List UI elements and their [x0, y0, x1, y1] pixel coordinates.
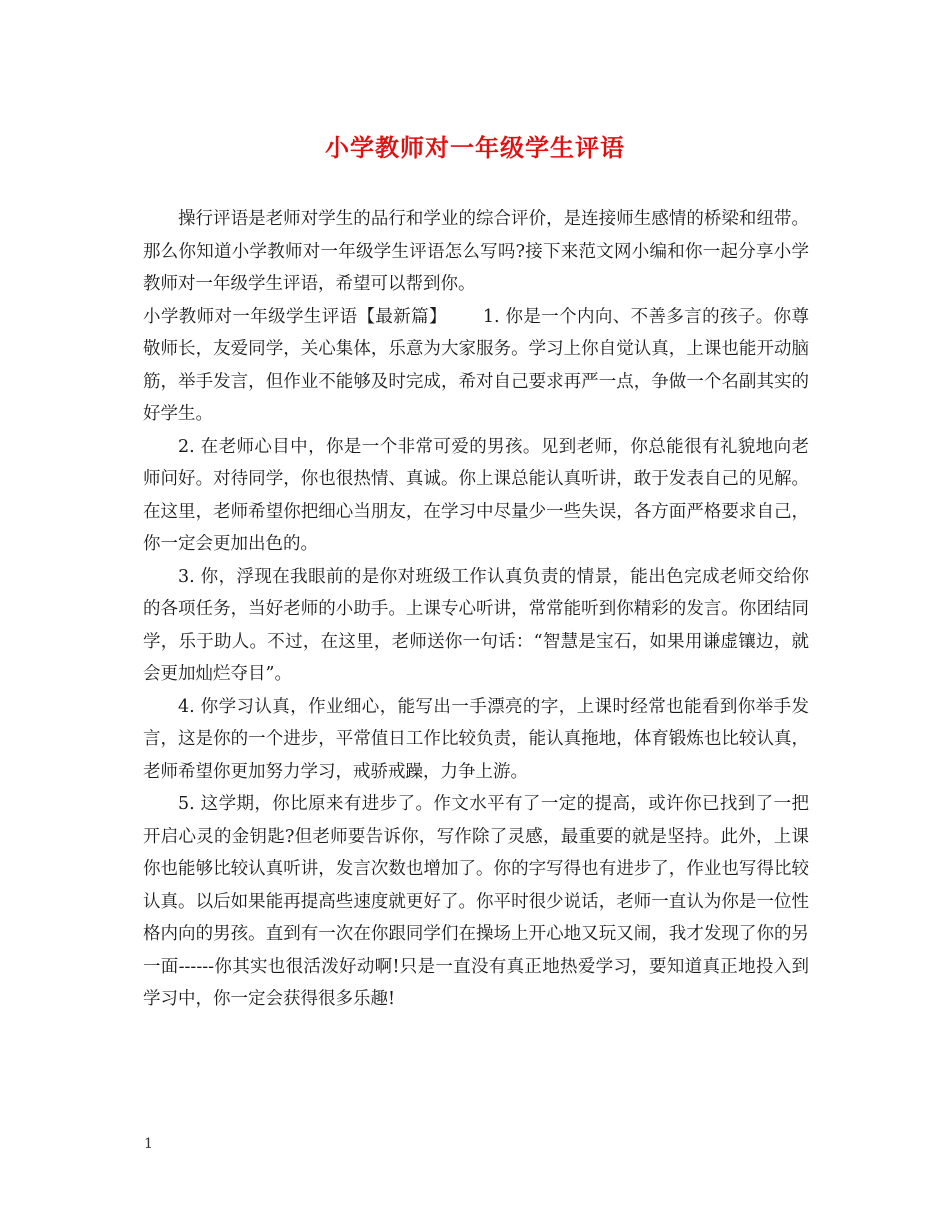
page-number: 1: [144, 1136, 153, 1152]
intro-paragraph: 操行评语是老师对学生的品行和学业的综合评价，是连接师生感情的桥梁和纽带。那么你知道小学教师对一年级学生评语怎么写吗?接下来范文网小编和你一起分享小学教师对一年级学生评语，希望可以帮到你。: [143, 209, 809, 294]
comment-item-1: 1. 你是一个内向、不善多言的孩子。你尊敬师长，友爱同学，关心集体，乐意为大家服务。学习上你自觉认真，上课也能开动脑筋，举手发言，但作业不能够及时完成，希对自己要求再严一点，争做一个名副其实的好学生。: [143, 306, 810, 424]
comment-item-4: 4. 你学习认真，作业细心，能写出一手漂亮的字，上课时经常也能看到你举手发言，这是你的一个进步，平常值日工作比较负责，能认真拖地，体育锻炼也比较认真，老师希望你更加努力学习，戒骄戒躁，力争上游。: [143, 696, 809, 782]
comment-item-2: 2. 在老师心目中，你是一个非常可爱的男孩。见到老师，你总能很有礼貌地向老师问好。对待同学，你也很热情、真诚。你上课总能认真听讲，敢于发表自己的见解。在这里，老师希望你把细心当朋友，在学习中尽量少一些失误，各方面严格要求自己，你一定会更加出色的。: [143, 436, 809, 554]
section-heading: 小学教师对一年级学生评语【最新篇】: [143, 306, 447, 327]
document-title: 小学教师对一年级学生评语: [325, 133, 625, 162]
first-item-paragraph: [143, 301, 809, 431]
comment-item-5: 5. 这学期，你比原来有进步了。作文水平有了一定的提高，或许你已找到了一把开启心灵的金钥匙?但老师要告诉你，写作除了灵感，最重要的就是坚持。此外，上课你也能够比较认真听讲，发言次数也增加了。你的字写得也有进步了，作业也写得比较认真。以后如果能再提高些速度就更好了。你平时很少说话，老师一直认为你是一位性格内向的男孩。直到有一次在你跟同学们在操场上开心地又玩又闹，我才发现了你的另一面------你其实也很活泼好动啊!只是一直没有真正地热爱学习，要知道真正地投入到学习中，你一定会获得很多乐趣!: [143, 794, 809, 1009]
comment-item-3: 3. 你，浮现在我眼前的是你对班级工作认真负责的情景，能出色完成老师交给你的各项任务，当好老师的小助手。上课专心听讲，常常能听到你精彩的发言。你团结同学，乐于助人。不过，在这里，老师送你一句话：“智慧是宝石，如果用谦虚镶边，就会更加灿烂夺目”。: [143, 566, 809, 684]
document-body: [143, 203, 809, 1016]
